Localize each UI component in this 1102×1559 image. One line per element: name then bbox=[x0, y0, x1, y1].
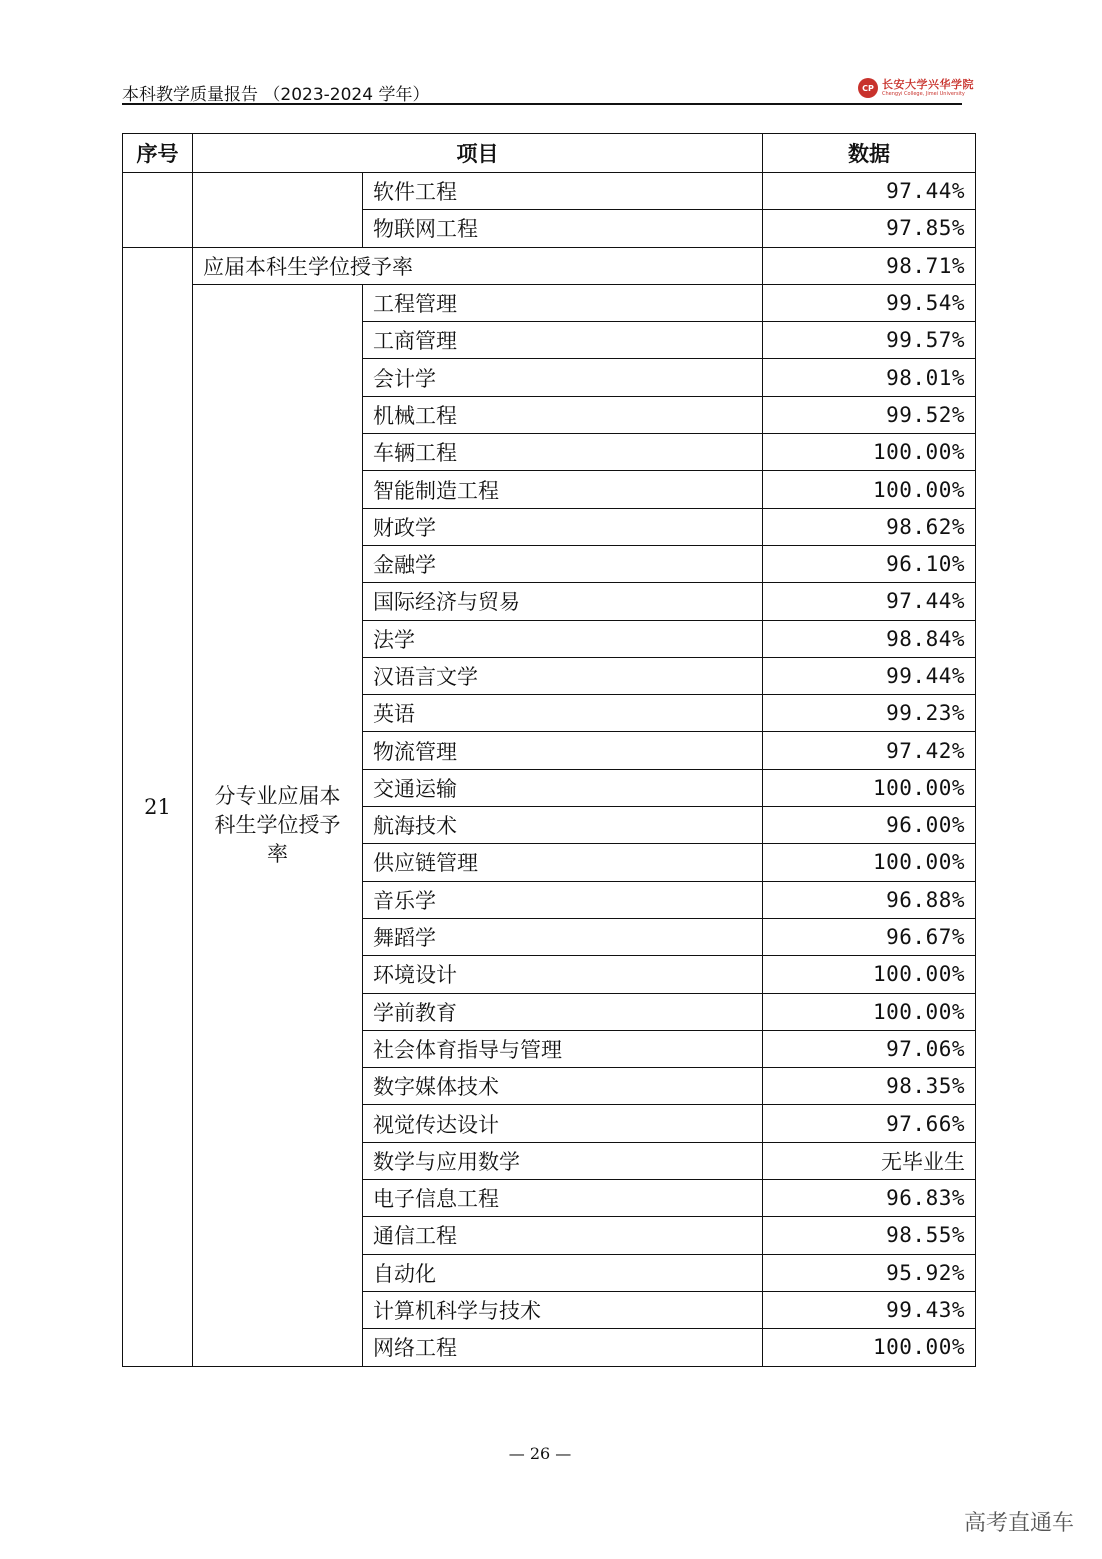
value-cell: 97.42% bbox=[763, 732, 976, 769]
major-name-cell: 社会体育指导与管理 bbox=[363, 1030, 763, 1067]
major-name-cell: 财政学 bbox=[363, 508, 763, 545]
data-table bbox=[122, 133, 976, 1367]
major-name-cell: 车辆工程 bbox=[363, 434, 763, 471]
page-number: — 26 — bbox=[508, 1444, 572, 1463]
major-name-cell: 舞蹈学 bbox=[363, 918, 763, 955]
column-header-item: 项目 bbox=[193, 134, 763, 173]
summary-item-cell: 应届本科生学位授予率 bbox=[193, 247, 763, 284]
value-cell: 无毕业生 bbox=[763, 1142, 976, 1179]
value-cell: 100.00% bbox=[763, 956, 976, 993]
major-name-cell: 自动化 bbox=[363, 1254, 763, 1291]
major-name-cell: 数学与应用数学 bbox=[363, 1142, 763, 1179]
table-row bbox=[123, 284, 976, 321]
column-header-seq: 序号 bbox=[123, 134, 193, 173]
summary-row bbox=[123, 247, 976, 284]
major-name-cell: 通信工程 bbox=[363, 1217, 763, 1254]
logo-subtext: Chengyi College, Jimei University bbox=[882, 91, 965, 97]
value-cell: 97.66% bbox=[763, 1105, 976, 1142]
value-cell: 99.57% bbox=[763, 322, 976, 359]
value-cell: 95.92% bbox=[763, 1254, 976, 1291]
value-cell: 98.62% bbox=[763, 508, 976, 545]
value-cell: 100.00% bbox=[763, 769, 976, 806]
value-cell: 97.44% bbox=[763, 583, 976, 620]
report-header-title: 本科教学质量报告 （2023-2024 学年） bbox=[122, 85, 430, 105]
value-cell: 98.84% bbox=[763, 620, 976, 657]
major-name-cell: 物流管理 bbox=[363, 732, 763, 769]
major-name-cell: 工商管理 bbox=[363, 322, 763, 359]
major-name-cell: 视觉传达设计 bbox=[363, 1105, 763, 1142]
logo-emblem-icon: CP bbox=[858, 78, 878, 98]
value-cell: 99.43% bbox=[763, 1291, 976, 1328]
value-cell: 100.00% bbox=[763, 1329, 976, 1366]
value-cell: 97.85% bbox=[763, 210, 976, 247]
column-header-value: 数据 bbox=[763, 134, 976, 173]
header-divider bbox=[122, 103, 962, 105]
group-label-cell: 分专业应届本科生学位授予率 bbox=[193, 284, 363, 1366]
value-cell: 100.00% bbox=[763, 434, 976, 471]
item-cell: 软件工程 bbox=[363, 173, 763, 210]
value-cell: 96.83% bbox=[763, 1180, 976, 1217]
major-name-cell: 国际经济与贸易 bbox=[363, 583, 763, 620]
major-name-cell: 计算机科学与技术 bbox=[363, 1291, 763, 1328]
major-name-cell: 工程管理 bbox=[363, 284, 763, 321]
value-cell: 98.71% bbox=[763, 247, 976, 284]
major-name-cell: 数字媒体技术 bbox=[363, 1068, 763, 1105]
value-cell: 99.23% bbox=[763, 695, 976, 732]
major-name-cell: 交通运输 bbox=[363, 769, 763, 806]
value-cell: 100.00% bbox=[763, 993, 976, 1030]
major-name-cell: 英语 bbox=[363, 695, 763, 732]
college-logo bbox=[858, 76, 974, 100]
major-name-cell: 机械工程 bbox=[363, 396, 763, 433]
major-name-cell: 供应链管理 bbox=[363, 844, 763, 881]
major-name-cell: 会计学 bbox=[363, 359, 763, 396]
seq-cell-empty bbox=[123, 173, 193, 248]
major-name-cell: 汉语言文学 bbox=[363, 657, 763, 694]
value-cell: 98.55% bbox=[763, 1217, 976, 1254]
value-cell: 99.44% bbox=[763, 657, 976, 694]
table-body bbox=[123, 173, 976, 1367]
table-header-row bbox=[123, 134, 976, 173]
watermark-text: 高考直通车 bbox=[963, 1511, 1074, 1536]
item-cell: 物联网工程 bbox=[363, 210, 763, 247]
seq-cell: 21 bbox=[123, 247, 193, 1366]
value-cell: 99.52% bbox=[763, 396, 976, 433]
major-name-cell: 航海技术 bbox=[363, 807, 763, 844]
major-name-cell: 法学 bbox=[363, 620, 763, 657]
value-cell: 96.10% bbox=[763, 545, 976, 582]
major-name-cell: 环境设计 bbox=[363, 956, 763, 993]
value-cell: 97.06% bbox=[763, 1030, 976, 1067]
major-name-cell: 网络工程 bbox=[363, 1329, 763, 1366]
value-cell: 96.00% bbox=[763, 807, 976, 844]
value-cell: 97.44% bbox=[763, 173, 976, 210]
logo-text: 长安大学兴华学院 bbox=[882, 78, 974, 91]
value-cell: 98.35% bbox=[763, 1068, 976, 1105]
table-row bbox=[123, 173, 976, 210]
major-name-cell: 学前教育 bbox=[363, 993, 763, 1030]
major-name-cell: 金融学 bbox=[363, 545, 763, 582]
major-name-cell: 音乐学 bbox=[363, 881, 763, 918]
value-cell: 98.01% bbox=[763, 359, 976, 396]
value-cell: 99.54% bbox=[763, 284, 976, 321]
value-cell: 96.67% bbox=[763, 918, 976, 955]
category-cell-empty bbox=[193, 173, 363, 248]
value-cell: 96.88% bbox=[763, 881, 976, 918]
major-name-cell: 智能制造工程 bbox=[363, 471, 763, 508]
value-cell: 100.00% bbox=[763, 471, 976, 508]
major-name-cell: 电子信息工程 bbox=[363, 1180, 763, 1217]
value-cell: 100.00% bbox=[763, 844, 976, 881]
